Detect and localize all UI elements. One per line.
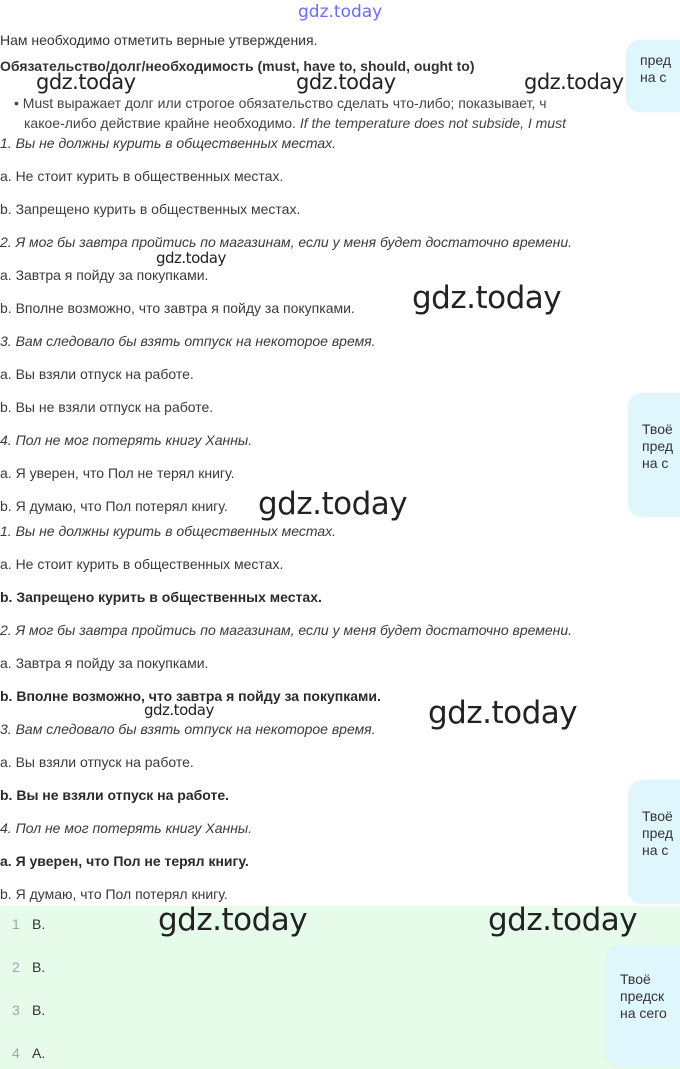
promo-bubble-line: Твоё bbox=[620, 971, 651, 987]
answer-key-number: 3 bbox=[12, 1002, 20, 1018]
answer-key-row bbox=[12, 959, 45, 975]
answer-option-3b-correct: b. Вы не взяли отпуск на работе. bbox=[0, 787, 230, 803]
promo-bubble-line: Твоё bbox=[642, 421, 673, 437]
promo-bubble-line: предск bbox=[620, 988, 665, 1004]
answer-option-1b-correct: b. Запрещено курить в общественных местах. bbox=[0, 589, 322, 605]
answer-key-value: B. bbox=[32, 959, 46, 975]
exercise-question-4: 4. Пол не мог потерять книгу Ханны. bbox=[0, 432, 253, 448]
exercise-option-3b: b. Вы не взяли отпуск на работе. bbox=[0, 399, 214, 415]
answer-key-value: A. bbox=[32, 1045, 46, 1061]
promo-bubble-line: пред bbox=[642, 825, 674, 841]
promo-bubble-line: пред bbox=[640, 52, 672, 68]
answer-key-row bbox=[12, 916, 45, 932]
answer-question-1: 1. Вы не должны курить в общественных местах. bbox=[0, 523, 337, 539]
promo-bubble-line: на с bbox=[642, 455, 669, 471]
answer-option-1a: a. Не стоит курить в общественных местах. bbox=[0, 556, 284, 572]
site-watermark: gdz.today bbox=[296, 70, 396, 94]
exercise-option-4a: a. Я уверен, что Пол не терял книгу. bbox=[0, 465, 235, 481]
exercise-question-2: 2. Я мог бы завтра пройтись по магазинам, если у меня будет достаточно времени. bbox=[0, 234, 573, 250]
grammar-example: If the temperature does not subside, I must bbox=[299, 115, 566, 131]
answer-question-2: 2. Я мог бы завтра пройтись по магазинам, если у меня будет достаточно времени. bbox=[0, 622, 573, 638]
promo-bubble[interactable] bbox=[628, 780, 680, 904]
answer-key-value: B. bbox=[32, 916, 46, 932]
exercise-question-3: 3. Вам следовало бы взять отпуск на некоторое время. bbox=[0, 333, 376, 349]
answer-question-3: 3. Вам следовало бы взять отпуск на некоторое время. bbox=[0, 721, 376, 737]
answer-key-row bbox=[12, 1002, 45, 1018]
exercise-option-2b: b. Вполне возможно, что завтра я пойду за покупками. bbox=[0, 300, 355, 316]
site-watermark: gdz.today bbox=[156, 249, 226, 267]
grammar-bullet: • Must выражает долг или строгое обязательство сделать что-либо; показывает, ч bbox=[14, 95, 547, 111]
promo-bubble[interactable] bbox=[628, 393, 680, 517]
exercise-option-2a: a. Завтра я пойду за покупками. bbox=[0, 267, 209, 283]
promo-bubble[interactable] bbox=[626, 40, 680, 112]
site-watermark: gdz.today bbox=[158, 902, 308, 938]
answer-key-number: 2 bbox=[12, 959, 20, 975]
promo-bubble-line: на с bbox=[642, 842, 669, 858]
exercise-option-3a: a. Вы взяли отпуск на работе. bbox=[0, 366, 194, 382]
site-watermark: gdz.today bbox=[428, 695, 578, 731]
site-watermark-top: gdz.today bbox=[298, 2, 383, 22]
site-watermark: gdz.today bbox=[412, 280, 562, 316]
answer-option-3a: a. Вы взяли отпуск на работе. bbox=[0, 754, 194, 770]
answer-option-4a-correct: a. Я уверен, что Пол не терял книгу. bbox=[0, 853, 249, 869]
answer-option-2a: a. Завтра я пойду за покупками. bbox=[0, 655, 209, 671]
answer-key-value: B. bbox=[32, 1002, 46, 1018]
exercise-option-1a: a. Не стоит курить в общественных местах. bbox=[0, 168, 284, 184]
exercise-option-1b: b. Запрещено курить в общественных местах. bbox=[0, 201, 301, 217]
answer-option-4b: b. Я думаю, что Пол потерял книгу. bbox=[0, 886, 228, 902]
site-watermark: gdz.today bbox=[144, 701, 214, 719]
grammar-bullet-cont bbox=[24, 115, 566, 131]
answer-key-number: 4 bbox=[12, 1045, 20, 1061]
promo-bubble-line: Твоё bbox=[642, 808, 673, 824]
site-watermark: gdz.today bbox=[488, 902, 638, 938]
promo-bubble[interactable] bbox=[606, 945, 680, 1067]
answer-key-number: 1 bbox=[12, 916, 20, 932]
site-watermark: gdz.today bbox=[36, 70, 136, 94]
answer-option-2b-correct: b. Вполне возможно, что завтра я пойду за покупками. bbox=[0, 688, 381, 704]
intro-text: Нам необходимо отметить верные утверждения. bbox=[0, 32, 318, 48]
exercise-question-1: 1. Вы не должны курить в общественных местах. bbox=[0, 135, 337, 151]
site-watermark: gdz.today bbox=[524, 70, 624, 94]
grammar-heading: Обязательство/долг/необходимость (must, have to, should, ought to) bbox=[0, 58, 475, 74]
promo-bubble-line: на сего bbox=[620, 1005, 667, 1021]
exercise-option-4b: b. Я думаю, что Пол потерял книгу. bbox=[0, 498, 228, 514]
answer-key-row bbox=[12, 1045, 45, 1061]
promo-bubble-line: на с bbox=[640, 69, 667, 85]
site-watermark: gdz.today bbox=[258, 486, 408, 522]
grammar-bullet-cont-text: какое-либо действие крайне необходимо. bbox=[24, 115, 300, 131]
promo-bubble-line: пред bbox=[642, 438, 674, 454]
answer-question-4: 4. Пол не мог потерять книгу Ханны. bbox=[0, 820, 253, 836]
